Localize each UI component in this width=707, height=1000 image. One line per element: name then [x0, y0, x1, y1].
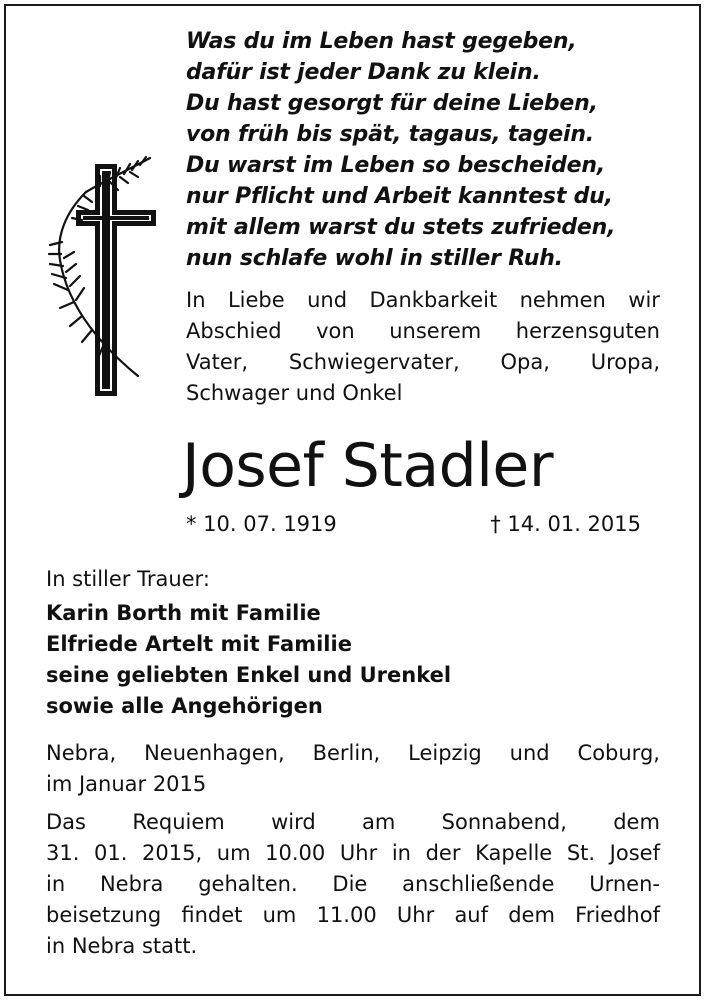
- mourner-entry: seine geliebten Enkel und Urenkel: [46, 663, 452, 687]
- requiem-word: der: [425, 841, 461, 865]
- requiem-word: findet: [181, 903, 243, 927]
- intro-word: Vater,: [186, 350, 249, 374]
- requiem-word: beisetzung: [46, 903, 162, 927]
- requiem-word: 10.00: [265, 841, 326, 865]
- requiem-word: Die: [332, 872, 368, 896]
- intro-line: [186, 316, 660, 347]
- intro-word: nehmen: [519, 288, 606, 312]
- mourner-entry: Karin Borth mit Familie: [46, 601, 321, 625]
- poem-line: mit allem warst du stets zufrieden,: [186, 215, 616, 240]
- mourner-entry: Elfriede Artelt mit Familie: [46, 632, 352, 656]
- places-and-date: [46, 738, 660, 800]
- requiem-word: gehalten.: [198, 872, 298, 896]
- poem-line: Du hast gesorgt für deine Lieben,: [186, 91, 598, 116]
- requiem-word: um: [262, 903, 297, 927]
- requiem-word: Das: [46, 810, 86, 834]
- requiem-word: 2015,: [142, 841, 203, 865]
- places-line: im Januar 2015: [46, 772, 207, 796]
- intro-word: Opa,: [500, 350, 550, 374]
- places-line: [46, 738, 660, 769]
- requiem-line: [46, 869, 660, 900]
- requiem-line: in Nebra statt.: [46, 934, 198, 958]
- cross-with-palm-icon: [46, 150, 166, 400]
- poem-line: Du warst im Leben so bescheiden,: [186, 153, 606, 178]
- places-word: und: [509, 741, 550, 765]
- intro-word: herzensguten: [515, 319, 660, 343]
- requiem-word: in: [391, 841, 411, 865]
- intro-word: In: [186, 288, 206, 312]
- intro-word: Abschied: [186, 319, 282, 343]
- places-word: Leipzig: [408, 741, 482, 765]
- requiem-word: Friedhof: [575, 903, 660, 927]
- requiem-word: Sonnabend,: [441, 810, 567, 834]
- requiem-word: auf: [454, 903, 489, 927]
- places-word: Coburg,: [577, 741, 660, 765]
- intro-line: [186, 347, 660, 378]
- intro-word: Dankbarkeit: [369, 288, 498, 312]
- requiem-word: dem: [613, 810, 660, 834]
- requiem-line: [46, 807, 660, 838]
- intro-line: Schwager und Onkel: [186, 381, 403, 405]
- death-date: † 14. 01. 2015: [490, 512, 641, 536]
- requiem-line: [46, 838, 660, 869]
- requiem-word: Uhr: [396, 903, 435, 927]
- poem-line: nun schlafe wohl in stiller Ruh.: [186, 246, 563, 271]
- poem-line: nur Pflicht und Arbeit kanntest du,: [186, 184, 613, 209]
- places-word: Berlin,: [312, 741, 381, 765]
- requiem-word: Kapelle: [475, 841, 553, 865]
- intro-word: unserem: [389, 319, 482, 343]
- intro-word: wir: [628, 288, 660, 312]
- requiem-word: in: [46, 872, 66, 896]
- places-word: Neuenhagen,: [144, 741, 285, 765]
- mourners-list: [46, 598, 451, 722]
- requiem-word: dem: [508, 903, 555, 927]
- requiem-word: Requiem: [132, 810, 225, 834]
- requiem-word: wird: [271, 810, 316, 834]
- requiem-word: Nebra: [99, 872, 164, 896]
- requiem-word: um: [216, 841, 251, 865]
- intro-text: [186, 285, 660, 409]
- intro-word: von: [316, 319, 355, 343]
- poem-line: von früh bis spät, tagaus, tagein.: [186, 122, 594, 147]
- requiem-word: 11.00: [316, 903, 377, 927]
- intro-word: Schwiegervater,: [288, 350, 460, 374]
- requiem-word: Josef: [609, 841, 660, 865]
- intro-line: [186, 285, 660, 316]
- deceased-name: Josef Stadler: [182, 431, 553, 501]
- requiem-notice: [46, 807, 660, 962]
- poem-line: dafür ist jeder Dank zu klein.: [186, 60, 541, 85]
- requiem-word: Urnen-: [589, 872, 660, 896]
- requiem-line: [46, 900, 660, 931]
- birth-date: * 10. 07. 1919: [186, 512, 337, 536]
- intro-word: und: [307, 288, 348, 312]
- requiem-word: 31.: [46, 841, 80, 865]
- requiem-word: 01.: [94, 841, 128, 865]
- intro-word: Uropa,: [590, 350, 660, 374]
- requiem-word: am: [362, 810, 396, 834]
- places-word: Nebra,: [46, 741, 117, 765]
- intro-word: Liebe: [227, 288, 285, 312]
- poem: [186, 26, 676, 274]
- requiem-word: Uhr: [339, 841, 378, 865]
- requiem-word: St.: [566, 841, 596, 865]
- mourning-label: In stiller Trauer:: [46, 567, 210, 591]
- mourner-entry: sowie alle Angehörigen: [46, 694, 323, 718]
- poem-line: Was du im Leben hast gegeben,: [186, 29, 577, 54]
- requiem-word: anschließende: [402, 872, 555, 896]
